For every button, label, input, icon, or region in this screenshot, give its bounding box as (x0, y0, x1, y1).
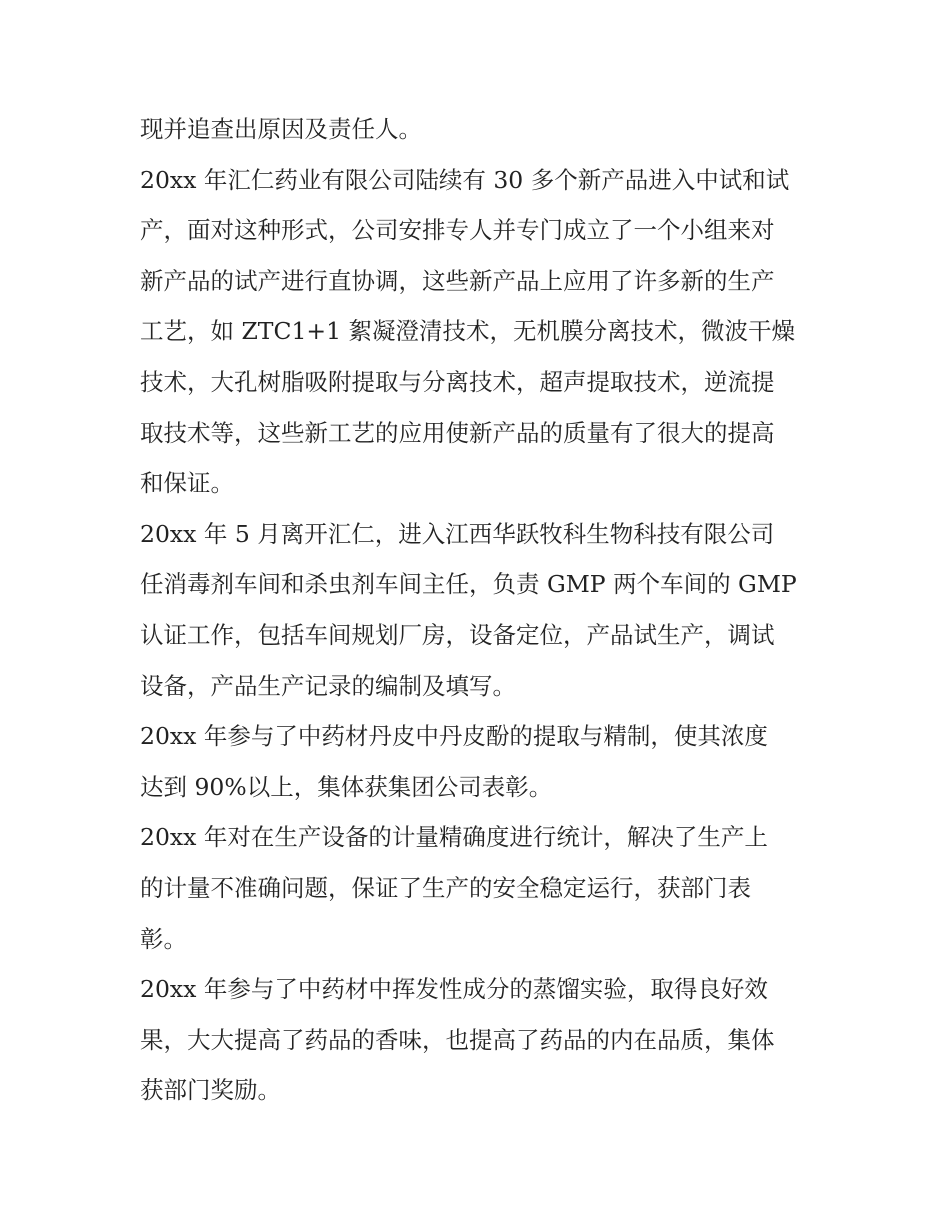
text-line: 新产品的试产进行直协调，这些新产品上应用了许多新的生产 (140, 266, 775, 295)
text-line: 20xx 年汇仁药业有限公司陆续有 30 多个新产品进入中试和试 (140, 165, 790, 194)
text-line: 20xx 年参与了中药材中挥发性成分的蒸馏实验，取得良好效 (140, 975, 768, 1004)
text-line: 和保证。 (140, 469, 234, 498)
text-line: 认证工作，包括车间规划厂房，设备定位，产品试生产，调试 (140, 620, 775, 649)
paragraph-3 (140, 509, 820, 711)
text-line: 获部门奖励。 (140, 1076, 281, 1105)
text-line: 的计量不准确问题，保证了生产的安全稳定运行，获部门表 (140, 873, 751, 902)
text-line: 20xx 年对在生产设备的计量精确度进行统计，解决了生产上 (140, 823, 768, 852)
text-line: 设备，产品生产记录的编制及填写。 (140, 671, 516, 700)
paragraph-2 (140, 155, 820, 509)
text-line: 产，面对这种形式，公司安排专人并专门成立了一个小组来对 (140, 216, 775, 245)
text-line: 任消毒剂车间和杀虫剂车间主任，负责 GMP 两个车间的 GMP (140, 570, 797, 599)
text-line: 彰。 (140, 924, 187, 953)
text-line: 现并追查出原因及责任人。 (140, 115, 422, 143)
text-line: 技术，大孔树脂吸附提取与分离技术，超声提取技术，逆流提 (140, 367, 775, 396)
text-line: 工艺，如 ZTC1+1 絮凝澄清技术，无机膜分离技术，微波干燥 (140, 317, 796, 346)
text-line: 取技术等，这些新工艺的应用使新产品的质量有了很大的提高 (140, 418, 775, 447)
paragraph-4 (140, 711, 820, 812)
paragraph-5 (140, 812, 820, 964)
text-line: 果，大大提高了药品的香味，也提高了药品的内在品质，集体 (140, 1025, 775, 1054)
paragraph-6 (140, 964, 820, 1116)
text-line: 20xx 年 5 月离开汇仁，进入江西华跃牧科生物科技有限公司 (140, 519, 775, 548)
document-body (140, 104, 820, 1116)
text-line: 达到 90%以上，集体获集团公司表彰。 (140, 772, 553, 801)
text-line: 20xx 年参与了中药材丹皮中丹皮酚的提取与精制，使其浓度 (140, 722, 768, 751)
paragraph-1 (140, 104, 820, 155)
